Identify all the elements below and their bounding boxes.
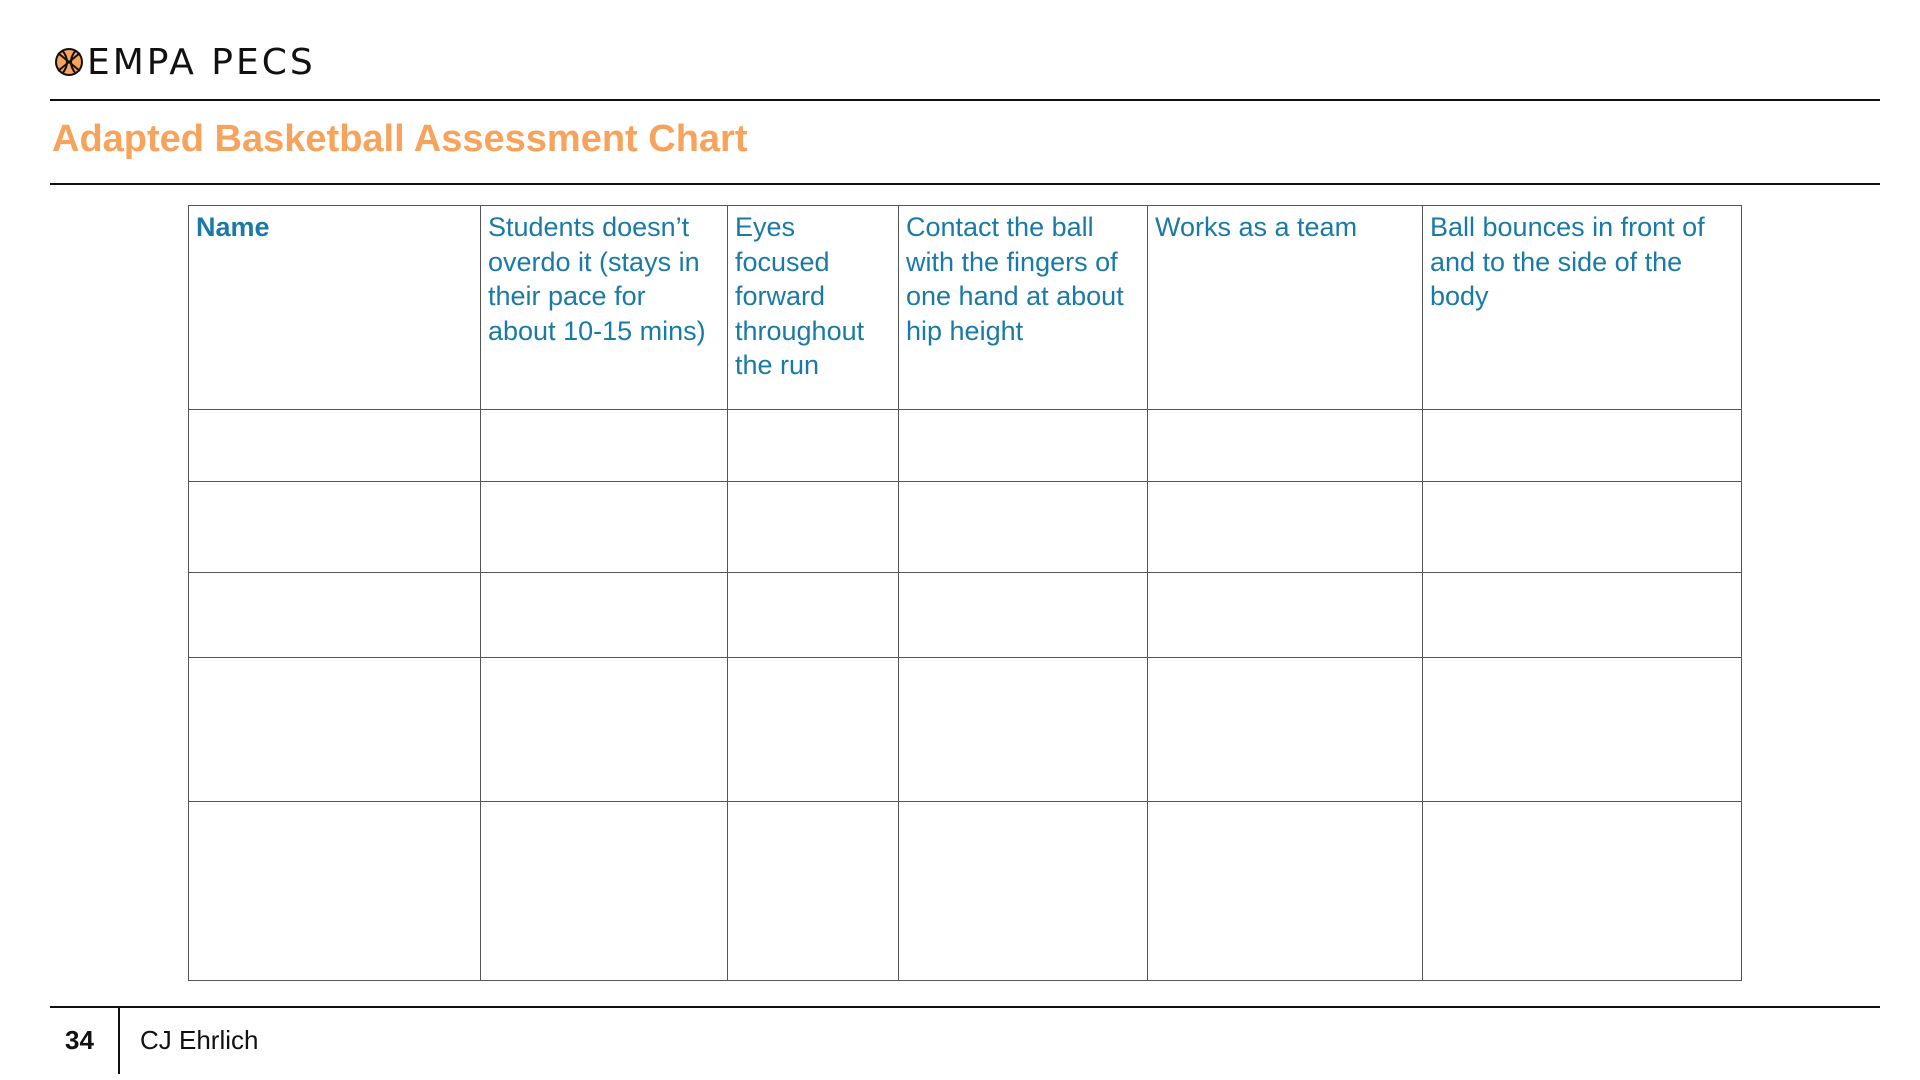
table-cell[interactable]	[899, 482, 1148, 573]
table-cell[interactable]	[189, 802, 481, 981]
table-cell[interactable]	[1423, 573, 1742, 658]
table-header-row	[189, 206, 1742, 410]
table-row	[189, 410, 1742, 482]
table-cell[interactable]	[899, 573, 1148, 658]
table-cell[interactable]	[1148, 658, 1423, 802]
table-cell[interactable]	[1423, 802, 1742, 981]
footer-divider	[50, 1006, 1880, 1008]
table-cell[interactable]	[481, 802, 728, 981]
column-header-teamwork: Works as a team	[1148, 206, 1423, 410]
table-cell[interactable]	[189, 658, 481, 802]
title-divider	[50, 183, 1880, 185]
column-header-ball-contact: Contact the ball with the fingers of one hand at about hip height	[899, 206, 1148, 410]
table-row	[189, 573, 1742, 658]
brand-name: EMPA PECS	[87, 41, 316, 83]
basketball-icon	[53, 46, 85, 78]
table-cell[interactable]	[189, 573, 481, 658]
table-cell[interactable]	[899, 658, 1148, 802]
table-row	[189, 658, 1742, 802]
table-row	[189, 482, 1742, 573]
table-cell[interactable]	[189, 482, 481, 573]
footer-separator	[118, 1006, 120, 1074]
table-cell[interactable]	[1148, 410, 1423, 482]
table-cell[interactable]	[1148, 573, 1423, 658]
column-header-pace: Students doesn’t overdo it (stays in their pace for about 10-15 mins)	[481, 206, 728, 410]
brand-logo	[53, 42, 316, 82]
assessment-table	[188, 205, 1742, 981]
column-header-eyes-focused: Eyes focused forward throughout the run	[728, 206, 899, 410]
table-cell[interactable]	[728, 573, 899, 658]
page-title: Adapted Basketball Assessment Chart	[52, 118, 748, 160]
header-divider	[50, 99, 1880, 101]
table-cell[interactable]	[481, 410, 728, 482]
footer-author: CJ Ehrlich	[140, 1025, 259, 1055]
table-cell[interactable]	[728, 802, 899, 981]
column-header-ball-bounce: Ball bounces in front of and to the side of the body	[1423, 206, 1742, 410]
table-cell[interactable]	[481, 573, 728, 658]
table-cell[interactable]	[1423, 658, 1742, 802]
table-cell[interactable]	[481, 658, 728, 802]
table-cell[interactable]	[899, 802, 1148, 981]
table-cell[interactable]	[728, 410, 899, 482]
table-row	[189, 802, 1742, 981]
table-cell[interactable]	[1423, 482, 1742, 573]
table-cell[interactable]	[1423, 410, 1742, 482]
table-cell[interactable]	[899, 410, 1148, 482]
table-cell[interactable]	[481, 482, 728, 573]
table-cell[interactable]	[1148, 482, 1423, 573]
table-cell[interactable]	[189, 410, 481, 482]
column-header-name: Name	[189, 206, 481, 410]
table-cell[interactable]	[728, 658, 899, 802]
table-cell[interactable]	[728, 482, 899, 573]
table-cell[interactable]	[1148, 802, 1423, 981]
page-number: 34	[65, 1025, 94, 1055]
